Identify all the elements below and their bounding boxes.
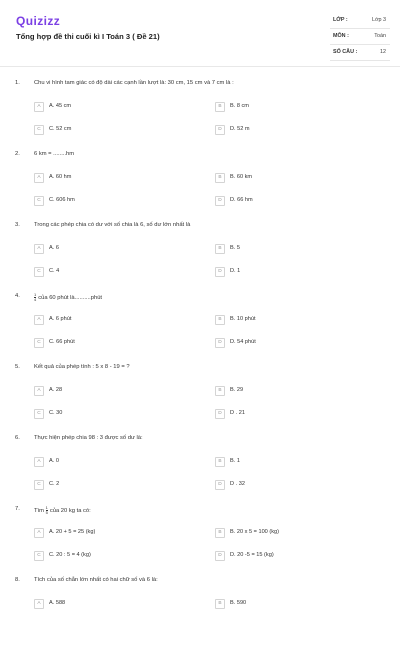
question-8 — [0, 577, 400, 645]
option-letter-box[interactable]: C — [34, 409, 44, 419]
question-number: 7. — [15, 506, 20, 512]
meta-row-grade — [330, 13, 390, 29]
question-text — [34, 364, 130, 370]
option-text: B. 20 x 5 = 100 (kg) — [230, 529, 279, 535]
option-letter-box[interactable]: B — [215, 173, 225, 183]
option-letter-box[interactable]: A — [34, 102, 44, 112]
option-text: A. 6 — [49, 245, 59, 251]
option-text: C. 52 cm — [49, 126, 72, 132]
option-letter-box[interactable]: A — [34, 173, 44, 183]
option-text: C. 30 — [49, 410, 63, 416]
question-text — [34, 222, 190, 228]
option-text: B. 590 — [230, 600, 247, 606]
meta-row-subject — [330, 29, 390, 45]
question-7 — [0, 506, 400, 574]
option-text: D. 20 -5 = 15 (kg) — [230, 552, 274, 558]
option-letter-box[interactable]: D — [215, 551, 225, 561]
option-text: D. 1 — [230, 268, 241, 274]
option-text: C. 606 hm — [49, 197, 75, 203]
question-text — [34, 435, 143, 441]
question-1 — [0, 80, 400, 148]
option-text: B. 60 km — [230, 174, 253, 180]
option-letter-box[interactable]: C — [34, 480, 44, 490]
quizizz-logo: Quizizz — [16, 14, 61, 28]
fraction-numerator: 1 — [45, 505, 48, 510]
option-letter-box[interactable]: B — [215, 315, 225, 325]
option-text: C. 2 — [49, 481, 60, 487]
meta-value: Lớp 3 — [371, 17, 386, 23]
option-letter-box[interactable]: C — [34, 125, 44, 135]
question-text — [34, 151, 74, 157]
option-text: D. 54 phút — [230, 339, 256, 345]
fraction — [46, 506, 48, 515]
question-text-main: Kết quả của phép tính : 5 x 8 - 19 = ? — [34, 364, 130, 370]
option-text: B. 1 — [230, 458, 240, 464]
option-letter-box[interactable]: A — [34, 599, 44, 609]
option-text: C. 4 — [49, 268, 60, 274]
question-text-main: Tích của số chẵn lớn nhất có hai chữ số và 6 là: — [34, 577, 158, 583]
question-text-main: Trong các phép chia có dư với số chia là 6, số dư lớn nhất là — [34, 222, 191, 228]
option-text: D. 52 m — [230, 126, 250, 132]
meta-row-count — [330, 45, 390, 61]
question-text-before: Tìm — [34, 508, 44, 515]
meta-table — [330, 13, 390, 61]
question-number: 1. — [15, 80, 20, 86]
fraction-numerator: 1 — [34, 292, 37, 297]
fraction-denominator: 5 — [45, 510, 48, 515]
option-text: D . 21 — [230, 410, 245, 416]
option-letter-box[interactable]: B — [215, 386, 225, 396]
question-3 — [0, 222, 400, 290]
option-letter-box[interactable]: C — [34, 196, 44, 206]
option-text: A. 588 — [49, 600, 66, 606]
option-letter-box[interactable]: B — [215, 244, 225, 254]
option-letter-box[interactable]: B — [215, 528, 225, 538]
question-5 — [0, 364, 400, 432]
header-divider — [0, 66, 400, 67]
question-number: 8. — [15, 577, 20, 583]
option-text: A. 20 + 5 = 25 (kg) — [49, 529, 96, 535]
question-number: 4. — [15, 293, 20, 299]
option-letter-box[interactable]: B — [215, 102, 225, 112]
question-text — [34, 506, 91, 515]
question-number: 6. — [15, 435, 20, 441]
question-text — [34, 577, 158, 583]
question-text-main: Chu vi hình tam giác có độ dài các cạnh lần lượt là: 30 cm, 15 cm và 7 cm là : — [34, 80, 234, 86]
option-text: D . 32 — [230, 481, 245, 487]
option-letter-box[interactable]: D — [215, 480, 225, 490]
question-4 — [0, 293, 400, 361]
question-2 — [0, 151, 400, 219]
option-text: A. 0 — [49, 458, 59, 464]
question-text — [34, 293, 102, 302]
option-text: B. 10 phút — [230, 316, 256, 322]
meta-label: MÔN : — [333, 33, 349, 39]
option-text: A. 6 phút — [49, 316, 72, 322]
question-text-main: 6 km = ........hm — [34, 151, 75, 157]
meta-label: SỐ CÂU : — [333, 49, 358, 55]
option-text: C. 20 : 5 = 4 (kg) — [49, 552, 91, 558]
option-letter-box[interactable]: C — [34, 267, 44, 277]
option-letter-box[interactable]: A — [34, 457, 44, 467]
question-text — [34, 80, 234, 86]
option-text: D. 66 hm — [230, 197, 253, 203]
option-text: B. 29 — [230, 387, 244, 393]
option-letter-box[interactable]: C — [34, 338, 44, 348]
option-text: C. 66 phút — [49, 339, 75, 345]
meta-value: 12 — [380, 49, 386, 55]
option-text: B. 8 cm — [230, 103, 249, 109]
question-number: 2. — [15, 151, 20, 157]
option-text: A. 60 hm — [49, 174, 72, 180]
question-text-main: của 20 kg ta có: — [49, 508, 91, 515]
option-letter-box[interactable]: D — [215, 338, 225, 348]
option-letter-box[interactable]: B — [215, 599, 225, 609]
option-letter-box[interactable]: D — [215, 125, 225, 135]
option-letter-box[interactable]: D — [215, 409, 225, 419]
option-letter-box[interactable]: B — [215, 457, 225, 467]
option-text: A. 28 — [49, 387, 63, 393]
option-letter-box[interactable]: A — [34, 528, 44, 538]
option-text: B. 5 — [230, 245, 240, 251]
worksheet-title: Tổng hợp đề thi cuối kì I Toán 3 ( Đề 21) — [16, 32, 160, 41]
question-number: 5. — [15, 364, 20, 370]
option-letter-box[interactable]: A — [34, 244, 44, 254]
option-letter-box[interactable]: D — [215, 196, 225, 206]
meta-label: LỚP : — [333, 17, 348, 23]
meta-value: Toán — [374, 33, 386, 39]
option-text: A. 45 cm — [49, 103, 72, 109]
worksheet-header — [0, 0, 400, 66]
option-letter-box[interactable]: D — [215, 267, 225, 277]
fraction — [34, 293, 36, 302]
option-letter-box[interactable]: A — [34, 315, 44, 325]
option-letter-box[interactable]: A — [34, 386, 44, 396]
question-number: 3. — [15, 222, 20, 228]
question-text-main: của 60 phút là..........phút — [38, 295, 103, 302]
fraction-denominator: 4 — [34, 297, 37, 302]
option-letter-box[interactable]: C — [34, 551, 44, 561]
question-6 — [0, 435, 400, 503]
question-text-main: Thực hiện phép chia 98 : 3 được số dư là: — [34, 435, 143, 441]
